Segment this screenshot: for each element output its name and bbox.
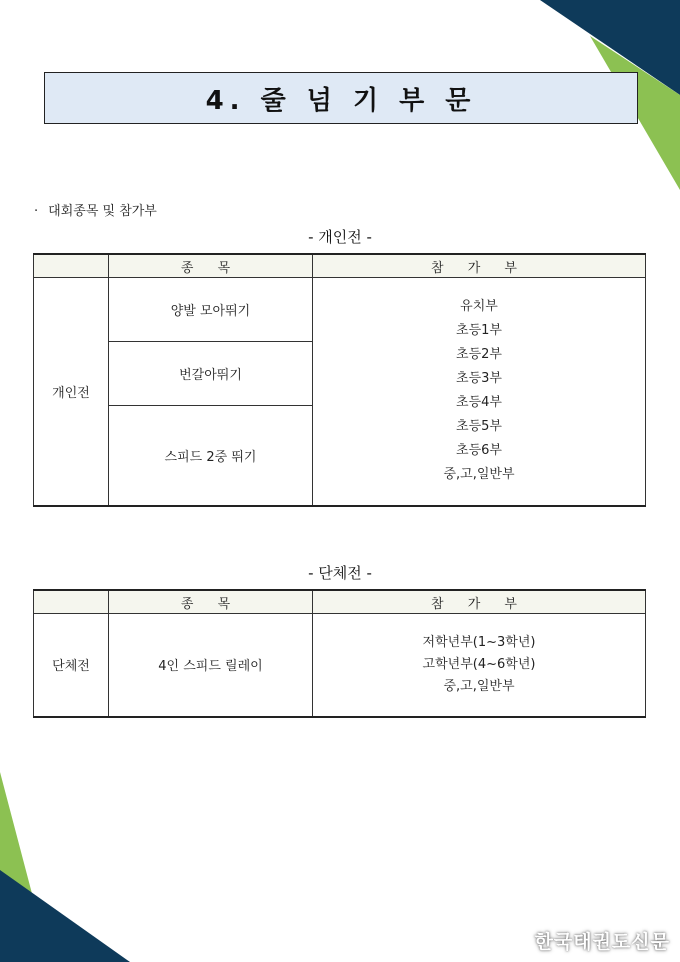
event-cell: 양발 모아뛰기 <box>109 278 313 342</box>
bullet-mark: · <box>34 204 39 219</box>
division-item: 초등4부 <box>456 395 502 411</box>
watermark-logo: 한국태권도신문 <box>534 931 670 953</box>
division-item: 초등3부 <box>456 371 502 387</box>
division-item: 초등2부 <box>456 347 502 363</box>
table-header-row <box>34 590 646 614</box>
category-cell: 단체전 <box>34 614 109 717</box>
division-item: 초등5부 <box>456 419 502 435</box>
individual-section-title: - 개인전 - <box>308 228 372 246</box>
event-cell: 4인 스피드 릴레이 <box>109 614 313 717</box>
header-division: 참 가 부 <box>313 254 646 278</box>
page-title: 4. 줄 넘 기 부 문 <box>44 72 638 124</box>
division-cell <box>313 614 646 717</box>
intro-text: 대회종목 및 참가부 <box>48 204 157 219</box>
event-cell: 번갈아뛰기 <box>109 342 313 406</box>
category-cell: 개인전 <box>34 278 109 506</box>
header-blank <box>34 590 109 614</box>
individual-table <box>33 253 646 507</box>
team-section-title: - 단체전 - <box>308 564 372 582</box>
division-cell <box>313 278 646 506</box>
division-item: 초등1부 <box>456 323 502 339</box>
division-item: 유치부 <box>460 299 498 315</box>
header-event: 종 목 <box>109 590 313 614</box>
table-row <box>34 614 646 717</box>
division-item: 고학년부(4~6학년) <box>422 656 536 672</box>
event-cell: 스피드 2중 뛰기 <box>109 406 313 506</box>
header-blank <box>34 254 109 278</box>
intro-line <box>34 200 157 219</box>
header-division: 참 가 부 <box>313 590 646 614</box>
division-item: 초등6부 <box>456 443 502 459</box>
division-item: 중,고,일반부 <box>443 678 515 694</box>
header-event: 종 목 <box>109 254 313 278</box>
team-table <box>33 589 646 718</box>
table-header-row <box>34 254 646 278</box>
division-item: 중,고,일반부 <box>443 467 515 483</box>
division-item: 저학년부(1~3학년) <box>422 634 536 650</box>
table-row <box>34 278 646 342</box>
